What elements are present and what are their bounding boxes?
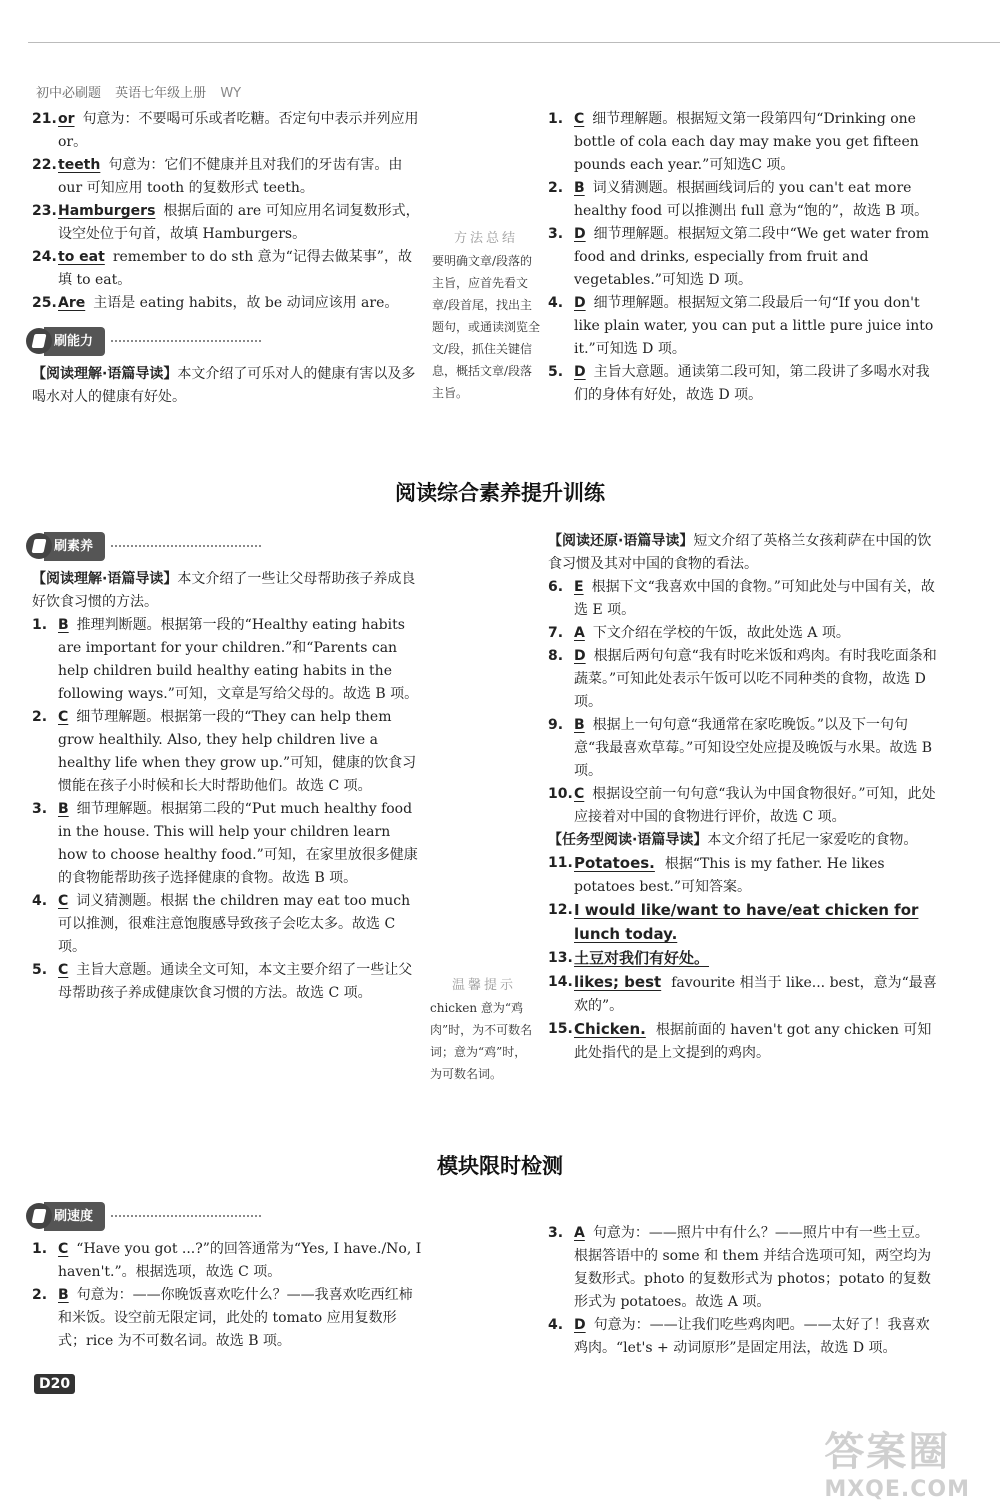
item-number: 4.: [548, 1317, 564, 1333]
item-number: 2.: [32, 709, 48, 725]
item-explanation: 主旨大意题。通读第二段可知，第二段讲了多喝水对我们的身体有好处，故选 D 项。: [574, 364, 930, 403]
item-answer: B: [58, 617, 69, 633]
item-explanation: 根据上一句句意“我通常在家吃晚饭。”以及下一句句意“我最喜欢草莓。”可知设空处应提及晚饭与水果。故选 B 项。: [574, 717, 933, 779]
item-number: 25.: [32, 295, 57, 311]
item-answer: Hamburgers: [58, 203, 156, 219]
item-explanation: 细节理解题。根据第二段的“Put much healthy food in the house. This will help your children learn how to choose healthy food.”可知，在家里放很多健康的食物能帮助孩子选择健康的食物。故选 B 项。: [58, 801, 418, 886]
item-number: 24.: [32, 249, 57, 265]
brush-icon: [26, 533, 52, 559]
item-number: 3.: [548, 1225, 564, 1241]
item-answer: B: [58, 801, 69, 817]
answer-item: [32, 614, 422, 706]
item-answer: Are: [58, 295, 86, 311]
item-answer: D: [574, 364, 586, 380]
top-rule: [28, 42, 1000, 43]
item-explanation: favourite 相当于 like... best，意为“最喜欢的”。: [574, 975, 937, 1014]
item-answer: A: [574, 625, 585, 641]
item-answer: Chicken.: [574, 1020, 646, 1038]
answer-item: [32, 798, 422, 890]
item-number: 5.: [548, 364, 564, 380]
item-explanation: 句意为：它们不健康并且对我们的牙齿有害。由 our 可知应用 tooth 的复数形式 teeth。: [58, 157, 403, 196]
badge-label: 刷素养: [44, 532, 105, 561]
item-number: 10.: [548, 786, 573, 802]
item-number: 15.: [548, 1021, 573, 1037]
note-text: chicken 意为“鸡肉”时，为不可数名词；意为“鸡”时，为可数名词。: [430, 1001, 533, 1081]
watermark-line1: 答案圈: [824, 1429, 951, 1475]
item-explanation: 根据“This is my father. He likes potatoes best.”可知答案。: [574, 856, 885, 895]
answer-item: [548, 714, 938, 783]
badge-label: 刷速度: [44, 1202, 105, 1231]
answer-item: [548, 622, 938, 645]
item-number: 2.: [32, 1287, 48, 1303]
item-explanation: 主旨大意题。通读全文可知，本文主要介绍了一些让父母帮助孩子养成健康饮食习惯的方法。故选 C 项。: [58, 962, 413, 1001]
answer-item: [32, 154, 422, 200]
page-number: D20: [34, 1374, 75, 1394]
answers-1-5-mid: [32, 614, 422, 1005]
item-explanation: 细节理解题。根据第一段的“They can help them grow healthily. Also, they help children live a healthy life when they grow up.”可知，健康的饮食习惯能在孩子小时候和长大时帮助他们。故选 C 项。: [58, 709, 417, 794]
item-explanation: 句意为：——你晚饭喜欢吃什么？——我喜欢吃西红柿和米饭。设空前无限定词，此处的 tomato 应用复数形式；rice 为不可数名词。故选 B 项。: [58, 1287, 413, 1349]
answer-item: [32, 292, 422, 315]
guide-text: 本文介绍了可乐对人的健康有害以及多喝水对人的健康有好处。: [32, 366, 416, 405]
answer-item: [548, 971, 938, 1018]
item-number: 6.: [548, 579, 564, 595]
answer-item: [32, 200, 422, 246]
book-name: 初中必刷题: [36, 86, 102, 101]
item-explanation: 细节理解题。根据短文第二段中“We get water from food and drinks, especially from fruit and vegetables.”可知选 D 项。: [574, 226, 930, 288]
answer-item: [32, 959, 422, 1005]
badge-shua-nengli: [26, 329, 261, 353]
answer-item: [32, 890, 422, 959]
item-number: 4.: [32, 893, 48, 909]
answer-item: [548, 576, 938, 622]
item-explanation: 词义猜测题。根据画线词后的 you can't eat more healthy food 可以推测出 full 意为“饱的”，故选 B 项。: [574, 180, 929, 219]
restore-section: [548, 530, 938, 1065]
answer-item: [548, 108, 938, 177]
guide-title: 【阅读理解·语篇导读】: [32, 571, 178, 587]
item-explanation: 根据下文“我喜欢中国的食物。”可知此处与中国有关，故选 E 项。: [574, 579, 935, 618]
answer-item: [32, 1238, 422, 1284]
item-explanation: remember to do sth 意为“记得去做某事”，故填 to eat。: [58, 249, 412, 288]
note-title: 方法总结: [453, 231, 518, 246]
method-summary-note: [432, 228, 540, 404]
item-number: 9.: [548, 717, 564, 733]
dotted-rule: [111, 1215, 261, 1217]
item-explanation: 根据设空前一句句意“我认为中国食物很好。”可知，此处应接着对中国的食物进行评价，故选 C 项。: [574, 786, 936, 825]
item-number: 23.: [32, 203, 57, 219]
answer-item: [548, 1018, 938, 1065]
watermark-line2: MXQE.COM: [824, 1477, 970, 1502]
note-text: 要明确文章/段落的主旨，应首先看文章/段首尾，找出主题句，或通读浏览全文/段，抓住关键信息，概括文章/段落主旨。: [432, 254, 541, 400]
answers-1-2-bottom: [32, 1238, 422, 1353]
answers-11-15: [548, 852, 938, 1065]
item-explanation: 下文介绍在学校的午饭，故此处选 A 项。: [592, 625, 850, 641]
answer-item: [548, 361, 938, 407]
section-title-reading: 阅读综合素养提升训练: [395, 481, 605, 505]
answers-1-5-top: [548, 108, 938, 407]
dotted-rule: [111, 340, 261, 342]
item-explanation: 根据前面的 haven't got any chicken 可知此处指代的是上文提到的鸡肉。: [574, 1022, 932, 1061]
item-answer: C: [58, 962, 69, 978]
item-answer: A: [574, 1225, 585, 1241]
skill-section: [32, 323, 427, 409]
answer-item: [32, 246, 422, 292]
item-answer: D: [574, 648, 586, 664]
item-answer: E: [574, 579, 584, 595]
subject-name: 英语七年级上册: [115, 86, 207, 101]
item-number: 13.: [548, 950, 573, 966]
guide-title: 【阅读理解·语篇导读】: [32, 366, 178, 382]
item-answer: 土豆对我们有好处。: [574, 949, 710, 967]
item-answer: D: [574, 1317, 586, 1333]
brush-icon: [26, 328, 52, 354]
item-explanation: 句意为：——照片中有什么？——照片中有一些土豆。根据答语中的 some 和 them 并结合选项可知，两空均为复数形式。photo 的复数形式为 photos；potato 的复数形式为 potatoes。故选 A 项。: [574, 1225, 932, 1310]
guide-title: 【阅读还原·语篇导读】: [548, 533, 694, 549]
brush-icon: [26, 1203, 52, 1229]
item-number: 1.: [32, 1241, 48, 1257]
item-number: 8.: [548, 648, 564, 664]
reading-guide: [32, 568, 422, 614]
answer-item: [32, 1284, 422, 1353]
item-explanation: 根据后两句句意“我有时吃米饭和鸡肉。有时我吃面条和蔬菜。”可知此处表示午饭可以吃不同种类的食物，故选 D 项。: [574, 648, 937, 710]
item-explanation: 细节理解题。根据短文第一段第四句“Drinking one bottle of cola each day may make you get fifteen pounds each year.”可知选C 项。: [574, 111, 919, 173]
item-number: 3.: [548, 226, 564, 242]
item-number: 21.: [32, 111, 57, 127]
answer-item: [548, 1222, 938, 1314]
item-answer: B: [574, 717, 585, 733]
item-number: 22.: [32, 157, 57, 173]
item-answer: C: [58, 893, 69, 909]
watermark-logo: [824, 1420, 970, 1502]
answer-item: [32, 108, 422, 154]
item-answer: B: [58, 1287, 69, 1303]
note-title: 温馨提示: [451, 978, 516, 993]
literacy-section: [32, 528, 422, 1005]
answers-6-10: [548, 576, 938, 829]
badge-shua-sudu: [26, 1204, 261, 1228]
item-number: 11.: [548, 855, 573, 871]
item-answer: or: [58, 111, 75, 127]
item-number: 1.: [32, 617, 48, 633]
item-answer: teeth: [58, 157, 101, 173]
guide-text: 短文介绍了英格兰女孩莉萨在中国的饮食习惯及其对中国的食物的看法。: [548, 533, 932, 572]
answer-item: [548, 899, 938, 947]
item-explanation: 细节理解题。根据短文第二段最后一句“If you don't like plain water, you can put a little pure juice into it.”可知选 D 项。: [574, 295, 934, 357]
item-answer: C: [58, 1241, 69, 1257]
answer-item: [548, 645, 938, 714]
badge-label: 刷能力: [44, 327, 105, 356]
reading-guide: [32, 363, 427, 409]
answer-item: [548, 223, 938, 292]
speed-section: [32, 1198, 422, 1353]
reading-guide: [548, 530, 938, 576]
item-answer: Potatoes.: [574, 854, 655, 872]
guide-title: 【任务型阅读·语篇导读】: [548, 832, 708, 848]
section-title-module-test: 模块限时检测: [437, 1154, 563, 1178]
item-number: 14.: [548, 974, 573, 990]
item-number: 5.: [32, 962, 48, 978]
edition-tag: WY: [220, 86, 242, 101]
item-explanation: 句意为：不要喝可乐或者吃糖。否定句中表示并列应用 or。: [58, 111, 419, 150]
item-explanation: “Have you got ...?”的回答通常为“Yes, I have./No, I haven't.”。根据选项，故选 C 项。: [58, 1241, 422, 1280]
answer-item: [32, 706, 422, 798]
item-number: 2.: [548, 180, 564, 196]
dotted-rule: [111, 545, 261, 547]
answer-item: [548, 852, 938, 899]
item-answer: D: [574, 295, 586, 311]
guide-text: 本文介绍了一些让父母帮助孩子养成良好饮食习惯的方法。: [32, 571, 416, 610]
answer-item: [548, 177, 938, 223]
item-answer: C: [574, 111, 585, 127]
item-number: 4.: [548, 295, 564, 311]
item-answer: to eat: [58, 249, 105, 265]
item-explanation: 句意为：——让我们吃些鸡肉吧。——太好了！我喜欢鸡肉。“let's + 动词原形”是固定用法，故选 D 项。: [574, 1317, 930, 1356]
warm-tip-note: [430, 975, 538, 1085]
badge-shua-suyang: [26, 534, 261, 558]
item-answer: D: [574, 226, 586, 242]
item-explanation: 主语是 eating habits，故 be 动词应该用 are。: [93, 295, 399, 311]
running-header: [36, 82, 251, 101]
task-guide: [548, 829, 938, 852]
item-explanation: 词义猜测题。根据 the children may eat too much 可以推测，很难注意饱腹感导致孩子会吃太多。故选 C 项。: [58, 893, 411, 955]
item-answer: B: [574, 180, 585, 196]
item-number: 12.: [548, 902, 573, 918]
item-number: 7.: [548, 625, 564, 641]
item-number: 3.: [32, 801, 48, 817]
item-explanation: 根据后面的 are 可知应用名词复数形式，设空处位于句首，故填 Hamburgers。: [58, 203, 420, 242]
answer-item: [548, 783, 938, 829]
answer-item: [548, 292, 938, 361]
item-answer: I would like/want to have/eat chicken for lunch today.: [574, 901, 919, 943]
item-answer: C: [58, 709, 69, 725]
answer-item: [548, 947, 938, 971]
item-number: 1.: [548, 111, 564, 127]
guide-text: 本文介绍了托尼一家爱吃的食物。: [707, 832, 918, 848]
item-explanation: 推理判断题。根据第一段的“Healthy eating habits are important for your children.”和“Parents can help children build healthy eating habits in the following ways.”可知，文章是写给父母的。故选 B 项。: [58, 617, 419, 702]
answers-21-25: [32, 108, 422, 315]
answer-item: [548, 1314, 938, 1360]
answers-3-4-bottom: [548, 1222, 938, 1360]
item-answer: likes; best: [574, 973, 662, 991]
item-answer: C: [574, 786, 585, 802]
